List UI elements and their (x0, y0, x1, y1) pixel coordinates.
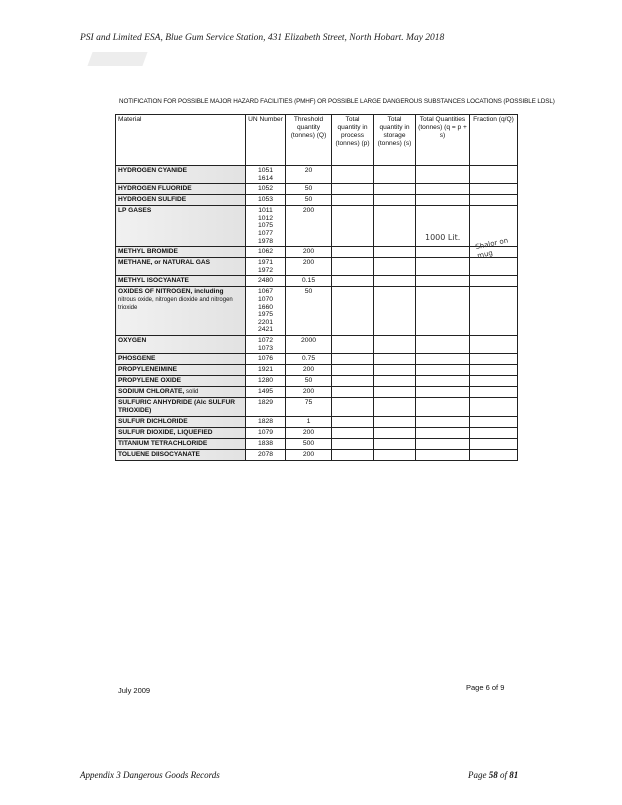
cell-threshold (286, 166, 332, 184)
cell-total (416, 417, 470, 428)
faint-stamp-mark (87, 52, 147, 66)
material-name: OXYGEN (118, 336, 147, 344)
cell-total (416, 335, 470, 353)
cell-fraction (470, 376, 518, 387)
cell-total (416, 258, 470, 276)
cell-fraction (470, 439, 518, 450)
material-name: TOLUENE DIISOCYANATE (118, 451, 200, 459)
cell-storage (374, 398, 416, 417)
cell-total (416, 439, 470, 450)
form-footer-page: Page 6 of 9 (466, 683, 505, 692)
material-name: TITANIUM TETRACHLORIDE (118, 440, 208, 448)
material-name: OXIDES OF NITROGEN, including (118, 288, 224, 296)
threshold-value: 50 (304, 377, 313, 385)
un-number: 2480 (257, 277, 274, 285)
material-name: LP GASES (118, 207, 152, 215)
cell-total (416, 428, 470, 439)
un-number: 1971 1972 (257, 259, 274, 274)
cell-material (116, 439, 246, 450)
threshold-value: 75 (304, 399, 313, 407)
cell-process (332, 376, 374, 387)
cell-material (116, 184, 246, 195)
cell-storage (374, 365, 416, 376)
threshold-value: 200 (302, 451, 315, 459)
cell-threshold (286, 195, 332, 206)
cell-threshold (286, 276, 332, 287)
threshold-value: 2000 (300, 336, 317, 344)
col-material: Material (116, 115, 246, 166)
cell-storage (374, 376, 416, 387)
cell-threshold (286, 439, 332, 450)
cell-un-number (246, 417, 286, 428)
cell-storage (374, 335, 416, 353)
footer-page-mid: of (497, 770, 510, 780)
cell-threshold (286, 387, 332, 398)
cell-un-number (246, 387, 286, 398)
cell-storage (374, 439, 416, 450)
cell-fraction (470, 184, 518, 195)
footer-page-total: 81 (509, 770, 519, 780)
cell-un-number (246, 287, 286, 336)
cell-un-number (246, 247, 286, 258)
table-row (116, 184, 518, 195)
un-number: 1011 1012 1075 1077 1978 (257, 207, 274, 245)
table-row (116, 276, 518, 287)
table-row (116, 195, 518, 206)
cell-material (116, 206, 246, 247)
threshold-value: 20 (304, 167, 313, 174)
form-footer-date: July 2009 (118, 686, 151, 695)
cell-total (416, 376, 470, 387)
cell-un-number (246, 365, 286, 376)
cell-material (116, 287, 246, 336)
col-un-number: UN Number (246, 115, 286, 166)
cell-fraction (470, 166, 518, 184)
footer-page-prefix: Page (468, 770, 489, 780)
un-number: 1051 1614 (257, 167, 274, 182)
material-note: solid (186, 389, 199, 396)
cell-material (116, 398, 246, 417)
cell-storage (374, 247, 416, 258)
cell-un-number (246, 450, 286, 461)
material-name: HYDROGEN CYANIDE (118, 167, 188, 174)
cell-process (332, 287, 374, 336)
threshold-value: 200 (302, 366, 315, 374)
cell-threshold (286, 450, 332, 461)
threshold-value: 50 (304, 288, 313, 296)
cell-total (416, 247, 470, 258)
cell-total (416, 166, 470, 184)
cell-fraction (470, 335, 518, 353)
un-number: 1829 (257, 399, 274, 407)
threshold-value: 1 (306, 418, 311, 426)
cell-process (332, 258, 374, 276)
cell-storage (374, 428, 416, 439)
cell-fraction (470, 276, 518, 287)
cell-threshold (286, 184, 332, 195)
cell-process (332, 354, 374, 365)
table-row (116, 398, 518, 417)
material-name: METHYL ISOCYANATE (118, 277, 189, 285)
un-number: 1838 (257, 440, 274, 448)
un-number: 1079 (257, 429, 274, 437)
cell-material (116, 258, 246, 276)
cell-total (416, 184, 470, 195)
cell-process (332, 439, 374, 450)
cell-storage (374, 354, 416, 365)
cell-threshold (286, 365, 332, 376)
material-name: SULFUR DICHLORIDE (118, 418, 188, 426)
cell-threshold (286, 335, 332, 353)
cell-material (116, 276, 246, 287)
threshold-value: 50 (304, 196, 313, 204)
cell-material (116, 417, 246, 428)
cell-storage (374, 206, 416, 247)
cell-storage (374, 258, 416, 276)
un-number: 1072 1073 (257, 336, 274, 352)
un-number: 2078 (257, 451, 274, 459)
cell-fraction (470, 428, 518, 439)
cell-un-number (246, 335, 286, 353)
cell-process (332, 335, 374, 353)
table-row (116, 439, 518, 450)
un-number: 1067 1070 1660 1975 2201 2421 (257, 288, 274, 334)
cell-material (116, 247, 246, 258)
col-fraction: Fraction (q/Q) (470, 115, 518, 166)
table-row (116, 450, 518, 461)
material-name: SULFUR DIOXIDE, LIQUEFIED (118, 429, 213, 437)
cell-process (332, 387, 374, 398)
cell-storage (374, 287, 416, 336)
footer-page-current: 58 (488, 770, 498, 780)
cell-storage (374, 195, 416, 206)
un-number: 1076 (257, 355, 274, 363)
cell-material (116, 387, 246, 398)
table-row (116, 428, 518, 439)
threshold-value: 0.15 (301, 277, 316, 285)
cell-fraction (470, 387, 518, 398)
cell-storage (374, 417, 416, 428)
col-total: Total Quantities (tonnes) (q = p + s) (416, 115, 470, 166)
un-number: 1052 (257, 185, 274, 193)
cell-material (116, 195, 246, 206)
cell-total (416, 354, 470, 365)
cell-material (116, 376, 246, 387)
threshold-value: 200 (302, 248, 315, 256)
cell-threshold (286, 258, 332, 276)
cell-threshold (286, 206, 332, 247)
dangerous-goods-table (115, 114, 518, 461)
cell-un-number (246, 206, 286, 247)
cell-material (116, 450, 246, 461)
cell-fraction (470, 450, 518, 461)
material-name: HYDROGEN FLUORIDE (118, 185, 192, 193)
material-name: SULFURIC ANHYDRIDE (Alc SULFUR TRIOXIDE) (118, 399, 235, 415)
cell-un-number (246, 184, 286, 195)
cell-material (116, 335, 246, 353)
cell-storage (374, 166, 416, 184)
threshold-value: 500 (302, 440, 315, 448)
cell-process (332, 206, 374, 247)
material-name: PROPYLENE OXIDE (118, 377, 182, 385)
un-number: 1921 (257, 366, 274, 374)
cell-material (116, 428, 246, 439)
cell-un-number (246, 258, 286, 276)
cell-material (116, 166, 246, 184)
cell-threshold (286, 247, 332, 258)
handwritten-fraction-note: Shalor on mug (474, 236, 509, 261)
cell-un-number (246, 195, 286, 206)
cell-total (416, 365, 470, 376)
cell-total (416, 398, 470, 417)
material-name: SODIUM CHLORATE, (118, 388, 185, 396)
cell-material (116, 354, 246, 365)
table-row (116, 354, 518, 365)
cell-fraction (470, 287, 518, 336)
table-row (116, 166, 518, 184)
cell-fraction (470, 365, 518, 376)
cell-material (116, 365, 246, 376)
cell-total (416, 287, 470, 336)
threshold-value: 200 (302, 429, 315, 437)
threshold-value: 200 (302, 388, 315, 396)
table-row (116, 287, 518, 336)
col-process: Total quantity in process (tonnes) (p) (332, 115, 374, 166)
table-row (116, 376, 518, 387)
cell-un-number (246, 276, 286, 287)
cell-threshold (286, 417, 332, 428)
material-name: METHANE, or NATURAL GAS (118, 259, 211, 267)
un-number: 1828 (257, 418, 274, 426)
cell-fraction (470, 354, 518, 365)
threshold-value: 50 (304, 185, 313, 193)
cell-threshold (286, 428, 332, 439)
un-number: 1495 (257, 388, 274, 396)
threshold-value: 200 (302, 259, 315, 267)
form-title: NOTIFICATION FOR POSSIBLE MAJOR HAZARD FACILITIES (PMHF) OR POSSIBLE LARGE DANGEROUS SUBSTANCES LOCATIONS (POSSIBLE LDSL) (119, 98, 555, 105)
cell-process (332, 247, 374, 258)
cell-threshold (286, 287, 332, 336)
cell-process (332, 450, 374, 461)
col-threshold: Threshold quantity (tonnes) (Q) (286, 115, 332, 166)
col-storage: Total quantity in storage (tonnes) (s) (374, 115, 416, 166)
table-row (116, 247, 518, 258)
cell-storage (374, 450, 416, 461)
table-row (116, 387, 518, 398)
table-row (116, 417, 518, 428)
cell-fraction (470, 398, 518, 417)
material-name: PROPYLENEIMINE (118, 366, 177, 374)
cell-un-number (246, 428, 286, 439)
footer-appendix: Appendix 3 Dangerous Goods Records (80, 770, 220, 780)
material-note: nitrous oxide, nitrogen dioxide and nitrogen trioxide (118, 297, 233, 312)
table-row (116, 258, 518, 276)
cell-threshold (286, 398, 332, 417)
cell-threshold (286, 354, 332, 365)
cell-total (416, 387, 470, 398)
material-name: PHOSGENE (118, 355, 156, 363)
cell-process (332, 398, 374, 417)
cell-fraction (470, 195, 518, 206)
threshold-value: 0.75 (301, 355, 316, 363)
cell-process (332, 166, 374, 184)
cell-un-number (246, 166, 286, 184)
table-row (116, 365, 518, 376)
cell-storage (374, 184, 416, 195)
cell-process (332, 428, 374, 439)
cell-un-number (246, 354, 286, 365)
un-number: 1062 (257, 248, 274, 256)
material-name: METHYL BROMIDE (118, 248, 178, 256)
cell-process (332, 365, 374, 376)
cell-fraction (470, 417, 518, 428)
handwritten-total: 1000 Lit. (425, 233, 461, 242)
cell-process (332, 184, 374, 195)
cell-process (332, 195, 374, 206)
table-row (116, 335, 518, 353)
cell-total (416, 195, 470, 206)
cell-fraction (470, 258, 518, 276)
cell-process (332, 276, 374, 287)
document-header: PSI and Limited ESA, Blue Gum Service Station, 431 Elizabeth Street, North Hobart. May 2018 (80, 33, 445, 43)
cell-un-number (246, 376, 286, 387)
material-name: HYDROGEN SULFIDE (118, 196, 187, 204)
cell-un-number (246, 439, 286, 450)
table-header-row (116, 115, 518, 166)
cell-total (416, 276, 470, 287)
cell-storage (374, 387, 416, 398)
un-number: 1280 (257, 377, 274, 385)
threshold-value: 200 (302, 207, 315, 215)
un-number: 1053 (257, 196, 274, 204)
cell-un-number (246, 398, 286, 417)
cell-total (416, 450, 470, 461)
cell-process (332, 417, 374, 428)
cell-threshold (286, 376, 332, 387)
footer-page-number (468, 770, 518, 780)
cell-storage (374, 276, 416, 287)
